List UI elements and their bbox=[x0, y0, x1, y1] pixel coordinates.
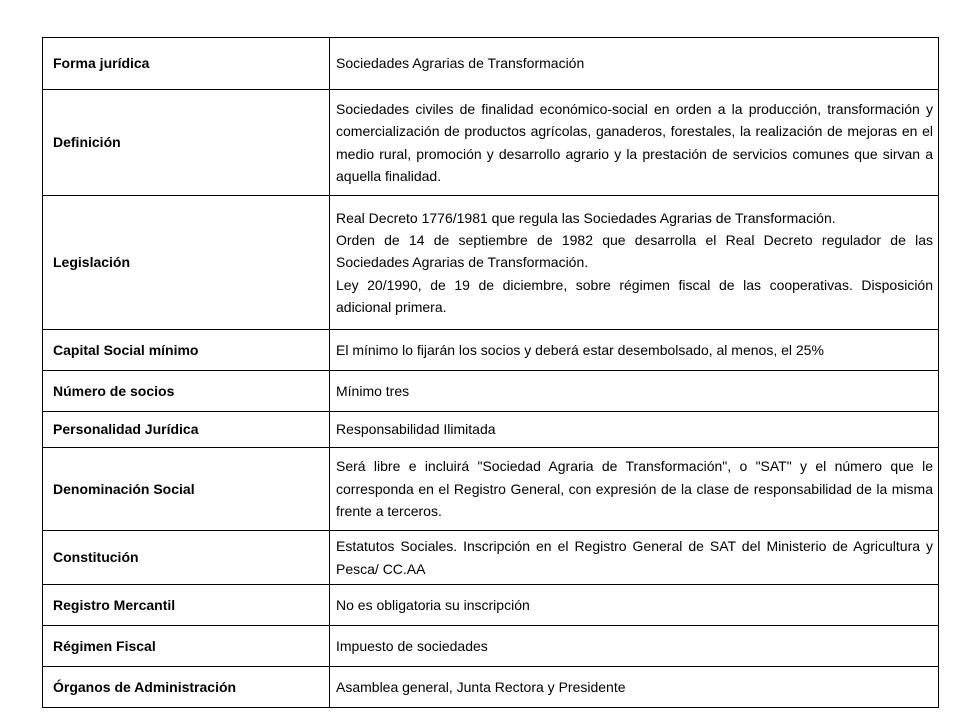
row-label: Número de socios bbox=[43, 371, 330, 412]
table-row bbox=[43, 531, 939, 585]
info-table-body bbox=[43, 38, 939, 708]
row-value-text: Responsabilidad Ilimitada bbox=[336, 421, 496, 438]
row-label: Denominación Social bbox=[43, 448, 330, 531]
row-value-text: Ley 20/1990, de 19 de diciembre, sobre régimen fiscal de las cooperativas. Disposición adicional primera. bbox=[336, 276, 933, 316]
row-label: Definición bbox=[43, 90, 330, 196]
row-label: Personalidad Jurídica bbox=[43, 412, 330, 448]
row-label: Forma jurídica bbox=[43, 38, 330, 90]
row-value-text: Será libre e incluirá "Sociedad Agraria de Transformación", o "SAT" y el número que le corresponda en el Registro General, con expresión de la clase de responsabilidad de la misma frente a terceros. bbox=[336, 458, 933, 520]
row-value-text: Real Decreto 1776/1981 que regula las Sociedades Agrarias de Transformación. bbox=[336, 209, 836, 226]
row-value bbox=[330, 626, 939, 667]
row-value-text: Impuesto de sociedades bbox=[336, 637, 488, 654]
table-row bbox=[43, 196, 939, 330]
table-row bbox=[43, 330, 939, 371]
row-value-text: El mínimo lo fijarán los socios y deberá estar desembolsado, al menos, el 25% bbox=[336, 341, 824, 358]
table-row bbox=[43, 626, 939, 667]
row-value bbox=[330, 531, 939, 585]
table-row bbox=[43, 371, 939, 412]
table-row bbox=[43, 585, 939, 626]
row-label: Órganos de Administración bbox=[43, 667, 330, 708]
row-value-text: Sociedades Agrarias de Transformación bbox=[336, 55, 585, 72]
row-value-text: Mínimo tres bbox=[336, 382, 410, 399]
row-value bbox=[330, 330, 939, 371]
row-value-text: Estatutos Sociales. Inscripción en el Registro General de SAT del Ministerio de Agricultura y Pesca/ CC.AA bbox=[336, 538, 933, 577]
row-value bbox=[330, 412, 939, 448]
row-value-text: Sociedades civiles de finalidad económico-social en orden a la producción, transformación y comercialización de productos agrícolas, ganaderos, forestales, la realización de mejoras en el medio rural, promoción y desarrollo agrario y la prestación de servicios comunes que sirvan a aquella finalidad. bbox=[336, 100, 933, 184]
table-row bbox=[43, 38, 939, 90]
row-value-text: No es obligatoria su inscripción bbox=[336, 596, 530, 613]
row-value bbox=[330, 90, 939, 196]
info-table bbox=[42, 37, 939, 708]
row-value bbox=[330, 38, 939, 90]
table-row bbox=[43, 448, 939, 531]
table-row bbox=[43, 412, 939, 448]
row-value bbox=[330, 585, 939, 626]
row-value-text: Orden de 14 de septiembre de 1982 que desarrolla el Real Decreto regulador de las Sociedades Agrarias de Transformación. bbox=[336, 231, 933, 271]
row-label: Constitución bbox=[43, 531, 330, 585]
table-row bbox=[43, 667, 939, 708]
row-value bbox=[330, 448, 939, 531]
row-label: Registro Mercantil bbox=[43, 585, 330, 626]
row-label: Legislación bbox=[43, 196, 330, 330]
row-value bbox=[330, 667, 939, 708]
row-label: Régimen Fiscal bbox=[43, 626, 330, 667]
row-value bbox=[330, 196, 939, 330]
row-label: Capital Social mínimo bbox=[43, 330, 330, 371]
row-value bbox=[330, 371, 939, 412]
table-row bbox=[43, 90, 939, 196]
row-value-text: Asamblea general, Junta Rectora y Presidente bbox=[336, 678, 626, 695]
